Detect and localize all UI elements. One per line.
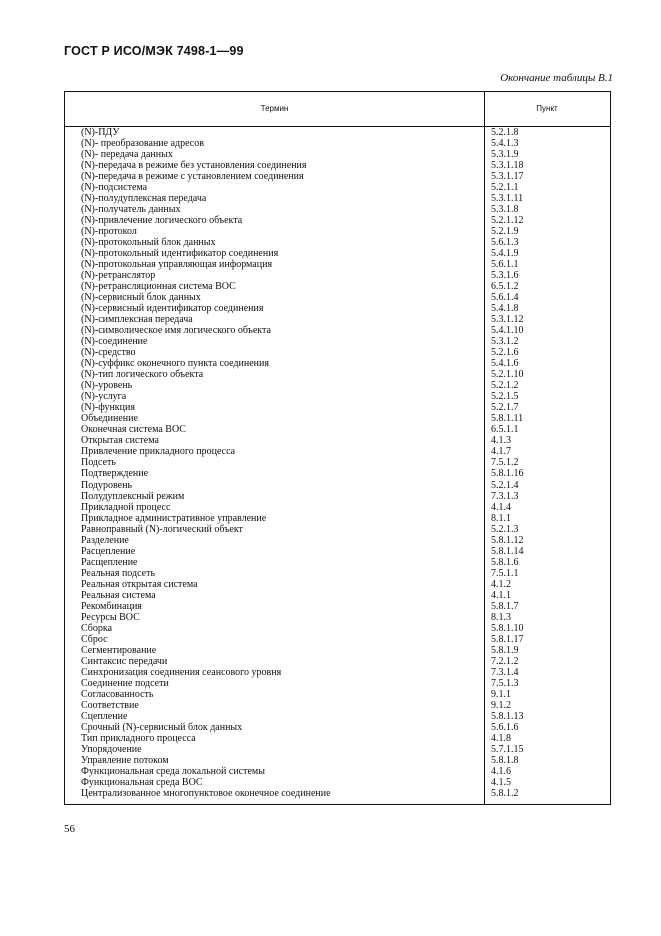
term-cell: Управление потоком	[81, 754, 169, 766]
term-cell: Прикладное административное управление	[81, 512, 267, 524]
table-row	[65, 182, 610, 193]
table-row	[65, 722, 610, 733]
term-cell: Ресурсы ВОС	[81, 611, 140, 623]
table-row	[65, 513, 610, 524]
term-cell: Тип прикладного процесса	[81, 732, 196, 744]
clause-cell: 5.8.1.13	[491, 710, 524, 722]
clause-cell: 6.5.1.2	[491, 281, 519, 293]
term-cell: (N)-привлечение логического объекта	[81, 215, 243, 227]
table-row	[65, 237, 610, 248]
table-row	[65, 292, 610, 303]
table-row	[65, 457, 610, 468]
term-cell: Расщепление	[81, 556, 138, 568]
clause-cell: 5.3.1.11	[491, 193, 524, 205]
clause-cell: 4.1.3	[491, 435, 511, 447]
clause-cell: 7.3.1.3	[491, 490, 519, 502]
term-cell: (N)-полудуплексная передача	[81, 193, 207, 205]
term-cell: Полудуплексный режим	[81, 490, 185, 502]
term-cell: Синтаксис передачи	[81, 655, 168, 667]
table-row	[65, 325, 610, 336]
clause-cell: 5.8.1.8	[491, 754, 519, 766]
table-row	[65, 777, 610, 788]
clause-cell: 5.4.1.3	[491, 138, 519, 150]
table-row	[65, 755, 610, 766]
table-row	[65, 468, 610, 479]
term-cell: (N)-сервисный блок данных	[81, 292, 201, 304]
clause-cell: 4.1.8	[491, 732, 511, 744]
table-body	[65, 127, 610, 799]
clause-cell: 5.8.1.14	[491, 545, 524, 557]
term-cell: (N)-передача в режиме без установления соединения	[81, 160, 307, 172]
clause-cell: 5.6.1.6	[491, 721, 519, 733]
clause-cell: 4.1.5	[491, 776, 511, 788]
table-row	[65, 336, 610, 347]
table-row	[65, 645, 610, 656]
term-cell: Прикладной процесс	[81, 501, 171, 513]
table-row	[65, 788, 610, 799]
table-row	[65, 303, 610, 314]
table-row	[65, 171, 610, 182]
table-row	[65, 766, 610, 777]
table-row	[65, 491, 610, 502]
table-row	[65, 689, 610, 700]
clause-cell: 5.2.1.3	[491, 523, 519, 535]
table-row	[65, 557, 610, 568]
clause-cell: 5.3.1.6	[491, 270, 519, 282]
clause-cell: 5.4.1.9	[491, 248, 519, 260]
table-row	[65, 656, 610, 667]
table-row	[65, 391, 610, 402]
clause-cell: 5.3.1.12	[491, 314, 524, 326]
clause-cell: 5.4.1.10	[491, 325, 524, 337]
table-row	[65, 248, 610, 259]
table-row	[65, 601, 610, 612]
table-row	[65, 733, 610, 744]
clause-cell: 7.3.1.4	[491, 666, 519, 678]
term-cell: Функциональная среда ВОС	[81, 776, 203, 788]
term-cell: Реальная подсеть	[81, 567, 156, 579]
table-row	[65, 369, 610, 380]
table-row	[65, 270, 610, 281]
clause-cell: 5.8.1.9	[491, 644, 519, 656]
term-cell: Подсеть	[81, 457, 116, 469]
clause-cell: 5.3.1.2	[491, 336, 519, 348]
term-cell: (N)-получатель данных	[81, 204, 181, 216]
table-row	[65, 546, 610, 557]
clause-cell: 5.8.1.11	[491, 413, 524, 425]
terms-table	[64, 91, 611, 805]
table-row	[65, 667, 610, 678]
term-cell: Разделение	[81, 534, 129, 546]
column-header-term: Термин	[260, 104, 289, 113]
term-cell: Реальная открытая система	[81, 578, 198, 590]
term-cell: (N)-функция	[81, 402, 135, 414]
term-cell: (N)-средство	[81, 347, 136, 359]
term-cell: (N)-протокол	[81, 226, 137, 238]
clause-cell: 9.1.1	[491, 688, 511, 700]
clause-cell: 5.3.1.9	[491, 149, 519, 161]
term-cell: Объединение	[81, 413, 138, 425]
term-cell: Упорядочение	[81, 743, 142, 755]
term-cell: (N)-протокольный блок данных	[81, 237, 216, 249]
table-row	[65, 215, 610, 226]
table-row	[65, 358, 610, 369]
table-row	[65, 347, 610, 358]
clause-cell: 5.8.1.6	[491, 556, 519, 568]
table-row	[65, 590, 610, 601]
term-cell: (N)-уровень	[81, 380, 133, 392]
clause-cell: 5.2.1.2	[491, 380, 519, 392]
term-cell: Равноправный (N)-логический объект	[81, 523, 243, 535]
table-row	[65, 634, 610, 645]
term-cell: Сброс	[81, 633, 108, 645]
term-cell: (N)-ПДУ	[81, 127, 120, 138]
document-header: ГОСТ Р ИСО/МЭК 7498-1—99	[64, 44, 244, 58]
clause-cell: 5.2.1.10	[491, 369, 524, 381]
clause-cell: 5.4.1.8	[491, 303, 519, 315]
term-cell: (N)-передача в режиме с установлением соединения	[81, 171, 304, 183]
clause-cell: 5.3.1.18	[491, 160, 524, 172]
clause-cell: 7.5.1.3	[491, 677, 519, 689]
table-row	[65, 160, 610, 171]
term-cell: (N)-протокольный идентификатор соединения	[81, 248, 279, 260]
term-cell: (N)-тип логического объекта	[81, 369, 204, 381]
clause-cell: 4.1.7	[491, 446, 511, 458]
term-cell: (N)-симплексная передача	[81, 314, 193, 326]
table-row	[65, 446, 610, 457]
table-row	[65, 413, 610, 424]
clause-cell: 5.2.1.7	[491, 402, 519, 414]
table-row	[65, 524, 610, 535]
clause-cell: 4.1.2	[491, 578, 511, 590]
table-caption: Окончание таблицы В.1	[500, 72, 613, 84]
table-row	[65, 623, 610, 634]
clause-cell: 5.2.1.1	[491, 182, 519, 194]
term-cell: Сцепление	[81, 710, 128, 722]
term-cell: (N)-сервисный идентификатор соединения	[81, 303, 264, 315]
clause-cell: 4.1.1	[491, 589, 511, 601]
clause-cell: 9.1.2	[491, 699, 511, 711]
clause-cell: 5.2.1.6	[491, 347, 519, 359]
term-cell: Синхронизация соединения сеансового уровня	[81, 666, 282, 678]
term-cell: (N)-соединение	[81, 336, 148, 348]
table-row	[65, 138, 610, 149]
term-cell: Сегментирование	[81, 644, 157, 656]
term-cell: Срочный (N)-сервисный блок данных	[81, 721, 243, 733]
table-row	[65, 711, 610, 722]
clause-cell: 5.6.1.1	[491, 259, 519, 271]
clause-cell: 5.8.1.7	[491, 600, 519, 612]
table-row	[65, 281, 610, 292]
term-cell: (N)- передача данных	[81, 149, 173, 161]
term-cell: Открытая система	[81, 435, 159, 447]
term-cell: Централизованное многопунктовое оконечное соединение	[81, 787, 331, 799]
term-cell: Соединение подсети	[81, 677, 169, 689]
clause-cell: 7.2.1.2	[491, 655, 519, 667]
clause-cell: 7.5.1.1	[491, 567, 519, 579]
term-cell: (N)-подсистема	[81, 182, 148, 194]
term-cell: Функциональная среда локальной системы	[81, 765, 265, 777]
clause-cell: 5.6.1.4	[491, 292, 519, 304]
table-row	[65, 193, 610, 204]
clause-cell: 5.8.1.2	[491, 787, 519, 799]
clause-cell: 5.7.1.15	[491, 743, 524, 755]
term-cell: Подуровень	[81, 479, 133, 491]
clause-cell: 8.1.1	[491, 512, 511, 524]
table-row	[65, 402, 610, 413]
term-cell: (N)-протокольная управляющая информация	[81, 259, 273, 271]
term-cell: Рекомбинация	[81, 600, 142, 612]
clause-cell: 4.1.6	[491, 765, 511, 777]
table-row	[65, 314, 610, 325]
clause-cell: 5.3.1.8	[491, 204, 519, 216]
clause-cell: 5.2.1.12	[491, 215, 524, 227]
table-row	[65, 226, 610, 237]
table-row	[65, 612, 610, 623]
table-row	[65, 424, 610, 435]
clause-cell: 6.5.1.1	[491, 424, 519, 436]
clause-cell: 5.2.1.8	[491, 127, 519, 138]
clause-cell: 5.2.1.9	[491, 226, 519, 238]
table-row	[65, 579, 610, 590]
column-header-clause: Пункт	[536, 104, 558, 113]
table-row	[65, 259, 610, 270]
clause-cell: 5.8.1.17	[491, 633, 524, 645]
table-row	[65, 380, 610, 391]
term-cell: (N)-услуга	[81, 391, 127, 403]
table-row	[65, 502, 610, 513]
term-cell: (N)-символическое имя логического объекта	[81, 325, 271, 337]
clause-cell: 8.1.3	[491, 611, 511, 623]
clause-cell: 7.5.1.2	[491, 457, 519, 469]
clause-cell: 5.2.1.5	[491, 391, 519, 403]
table-row	[65, 480, 610, 491]
term-cell: (N)- преобразование адресов	[81, 138, 204, 150]
table-row	[65, 535, 610, 546]
clause-cell: 5.4.1.6	[491, 358, 519, 370]
clause-cell: 5.8.1.10	[491, 622, 524, 634]
term-cell: Подтверждение	[81, 468, 149, 480]
page-number: 56	[64, 823, 75, 835]
table-header	[65, 92, 610, 127]
table-row	[65, 568, 610, 579]
term-cell: (N)-ретрансляционная система ВОС	[81, 281, 236, 293]
clause-cell: 5.6.1.3	[491, 237, 519, 249]
term-cell: Сборка	[81, 622, 113, 634]
table-row	[65, 678, 610, 689]
term-cell: Расцепление	[81, 545, 136, 557]
term-cell: Привлечение прикладного процесса	[81, 446, 236, 458]
term-cell: (N)-ретранслятор	[81, 270, 156, 282]
table-row	[65, 149, 610, 160]
clause-cell: 5.8.1.16	[491, 468, 524, 480]
term-cell: Соответствие	[81, 699, 139, 711]
term-cell: Согласованность	[81, 688, 154, 700]
table-row	[65, 127, 610, 138]
term-cell: (N)-суффикс оконечного пункта соединения	[81, 358, 269, 370]
table-row	[65, 744, 610, 755]
clause-cell: 4.1.4	[491, 501, 511, 513]
table-row	[65, 204, 610, 215]
table-row	[65, 700, 610, 711]
table-row	[65, 435, 610, 446]
clause-cell: 5.3.1.17	[491, 171, 524, 183]
clause-cell: 5.2.1.4	[491, 479, 519, 491]
term-cell: Оконечная система ВОС	[81, 424, 186, 436]
clause-cell: 5.8.1.12	[491, 534, 524, 546]
term-cell: Реальная система	[81, 589, 156, 601]
